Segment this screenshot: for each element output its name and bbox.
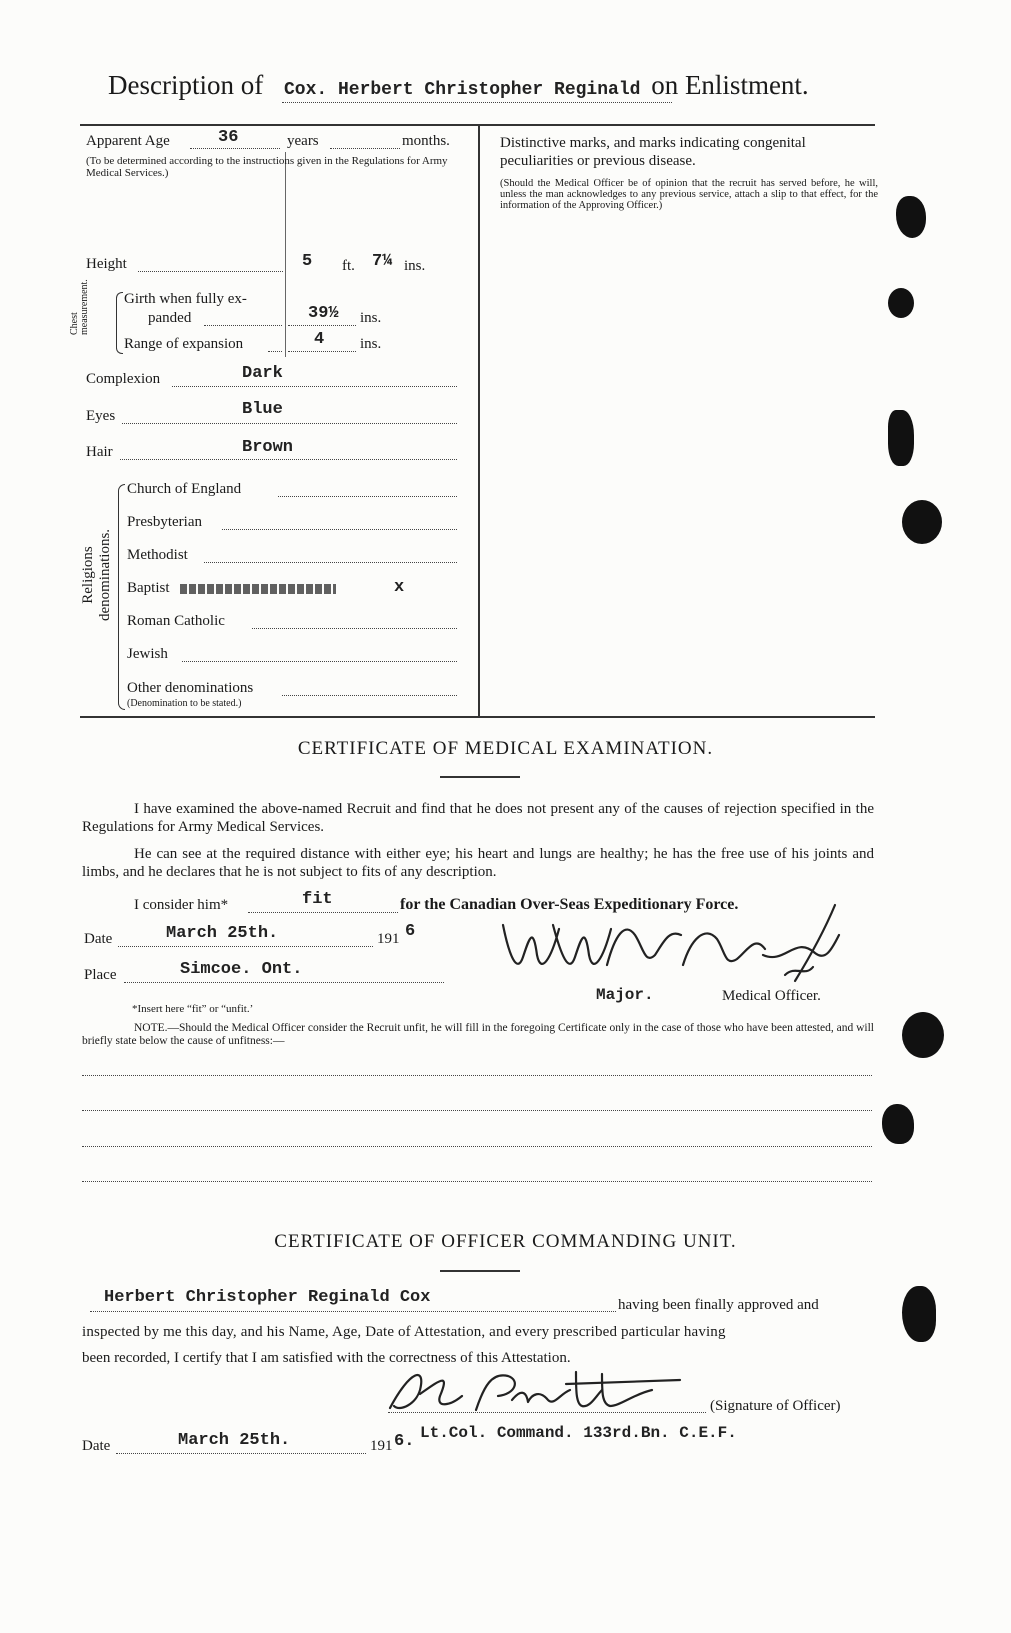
medical-year-prefix: 191 <box>377 931 400 947</box>
religion-presbyterian: Presbyterian <box>127 514 202 530</box>
eyes-line <box>122 423 457 424</box>
baptist-strikeout <box>180 584 336 594</box>
medical-officer-label: Medical Officer. <box>722 988 821 1004</box>
hair-label: Hair <box>86 444 113 460</box>
girth-value-line <box>288 325 356 326</box>
title-suffix: on Enlistment. <box>651 70 809 100</box>
consider-label: I consider him* <box>134 897 229 913</box>
binding-hole-4 <box>902 500 942 544</box>
girth-label-2: panded <box>148 310 192 326</box>
table-bottom-rule <box>80 716 875 718</box>
unfitness-line-1 <box>82 1075 872 1076</box>
binding-hole-1 <box>896 196 926 238</box>
commanding-year-prefix: 191 <box>370 1438 393 1454</box>
unfitness-line-3 <box>82 1146 872 1147</box>
ft-label: ft. <box>342 258 355 274</box>
age-line <box>190 148 280 149</box>
chest-brace <box>116 292 123 354</box>
signature-line <box>388 1412 706 1413</box>
force-label: for the Canadian Over-Seas Expeditionary Force. <box>400 896 739 913</box>
years-label: years <box>287 133 319 149</box>
commanding-certificate-title: CERTIFICATE OF OFFICER COMMANDING UNIT. <box>274 1231 737 1252</box>
religion-church-of-england: Church of England <box>127 481 242 497</box>
commanding-date-label: Date <box>82 1438 111 1454</box>
binding-hole-3 <box>888 410 914 466</box>
consider-line <box>248 912 398 913</box>
insert-note: *Insert here “fit” or “unfit.’ <box>132 1003 254 1015</box>
height-label: Height <box>86 256 127 272</box>
consider-value: fit <box>302 890 333 909</box>
months-line <box>330 148 400 149</box>
range-value: 4 <box>314 330 325 349</box>
medical-date-label: Date <box>84 931 113 947</box>
commanding-text-3: been recorded, I certify that I am satisfied with the correctness of this Attestation. <box>82 1350 571 1366</box>
religions-side-label <box>80 490 114 660</box>
age-label: Apparent Age <box>86 133 170 149</box>
height-in-value: 7¼ <box>372 252 393 271</box>
religions-brace <box>118 484 125 710</box>
unfitness-line-2 <box>82 1110 872 1111</box>
height-line <box>138 271 283 272</box>
binding-hole-2 <box>888 288 914 318</box>
commanding-year-suffix: 6. <box>394 1432 415 1451</box>
title-name-line <box>282 102 672 103</box>
medical-place-line <box>124 982 444 983</box>
complexion-label: Complexion <box>86 371 161 387</box>
religions-side-label-1: Religions <box>80 546 96 604</box>
chest-label: Chest measurement. <box>69 279 90 335</box>
age-value: 36 <box>218 128 239 147</box>
commanding-officer-signature <box>380 1360 700 1420</box>
commanding-text-1: having been finally approved and <box>618 1297 819 1313</box>
religion-line-0 <box>278 496 457 497</box>
height-ft-value: 5 <box>302 252 313 271</box>
range-line <box>268 351 282 352</box>
religion-line-1 <box>222 529 457 530</box>
baptist-mark: x <box>394 578 405 597</box>
recruit-name: Cox. Herbert Christopher Reginald <box>283 80 641 100</box>
medical-rank-value: Major. <box>596 986 654 1004</box>
denomination-note: (Denomination to be stated.) <box>127 698 242 709</box>
religion-other: Other denominations <box>127 680 254 696</box>
religion-line-2 <box>204 562 457 563</box>
commanding-rank-value: Lt.Col. Command. 133rd.Bn. C.E.F. <box>420 1424 737 1442</box>
range-ins-label: ins. <box>360 336 382 352</box>
religion-line-6 <box>282 695 457 696</box>
commanding-name-line <box>90 1311 616 1312</box>
medical-place-label: Place <box>84 967 117 983</box>
complexion-value: Dark <box>242 364 283 383</box>
girth-ins-label: ins. <box>360 310 382 326</box>
signature-label: (Signature of Officer) <box>710 1398 841 1414</box>
religion-baptist: Baptist <box>127 580 170 596</box>
eyes-label: Eyes <box>86 408 116 424</box>
religions-side-label-2: denominations. <box>97 528 113 622</box>
binding-hole-6 <box>882 1104 914 1144</box>
medical-date-line <box>118 946 373 947</box>
form-title <box>108 70 809 101</box>
commanding-text-2: inspected by me this day, and his Name, Age, Date of Attestation, and every prescribed particular having <box>82 1324 726 1340</box>
medical-title-rule <box>440 776 520 778</box>
medical-year-suffix: 6 <box>405 922 416 941</box>
column-divider <box>478 124 480 716</box>
girth-label-1: Girth when fully ex- <box>124 291 247 307</box>
religion-line-5 <box>182 661 457 662</box>
religion-jewish: Jewish <box>127 646 168 662</box>
girth-value: 39½ <box>308 304 339 323</box>
eyes-value: Blue <box>242 400 283 419</box>
commanding-name-value: Herbert Christopher Reginald Cox <box>104 1288 431 1307</box>
medical-officer-signature <box>495 895 865 990</box>
medical-para-2: He can see at the required distance with either eye; his heart and lungs are healthy; he has the free use of his joints and limbs, and he declares that he is not subject to fits of any description. <box>82 846 874 880</box>
medical-place-value: Simcoe. Ont. <box>180 960 303 979</box>
title-prefix: Description of <box>108 70 264 100</box>
binding-hole-7 <box>902 1286 936 1342</box>
hair-value: Brown <box>242 438 294 457</box>
commanding-title-rule <box>440 1270 520 1272</box>
hair-line <box>120 459 457 460</box>
months-label: months. <box>402 133 450 149</box>
commanding-date-value: March 25th. <box>178 1431 291 1450</box>
girth-line <box>204 325 282 326</box>
marks-heading: Distinctive marks, and marks indicating congenital peculiarities or previous disease. <box>500 135 806 169</box>
medical-note: NOTE.—Should the Medical Officer consider the Recruit unfit, he will fill in the foregoing Certificate only in the case of those who have been attested, and will briefly state below the cause of unfitness:— <box>82 1022 874 1047</box>
medical-certificate-title: CERTIFICATE OF MEDICAL EXAMINATION. <box>297 738 714 759</box>
religion-roman-catholic: Roman Catholic <box>127 613 225 629</box>
inner-divider <box>285 152 286 357</box>
medical-date-value: March 25th. <box>166 924 279 943</box>
medical-para-1: I have examined the above-named Recruit and find that he does not present any of the causes of rejection specified in the Regulations for Army Medical Services. <box>82 801 874 835</box>
commanding-date-line <box>116 1453 366 1454</box>
binding-hole-5 <box>902 1012 944 1058</box>
age-note: (To be determined according to the instructions given in the Regulations for Army Medical Services.) <box>86 155 448 179</box>
unfitness-line-4 <box>82 1181 872 1182</box>
religion-methodist: Methodist <box>127 547 188 563</box>
range-value-line <box>288 351 356 352</box>
religion-line-4 <box>252 628 457 629</box>
height-ins-label: ins. <box>404 258 426 274</box>
complexion-line <box>172 386 457 387</box>
range-label: Range of expansion <box>124 336 244 352</box>
marks-note: (Should the Medical Officer be of opinion that the recruit has served before, he will, unless the man acknowledges to any previous service, attach a slip to that effect, for the information of the Approving Officer.) <box>500 178 878 211</box>
